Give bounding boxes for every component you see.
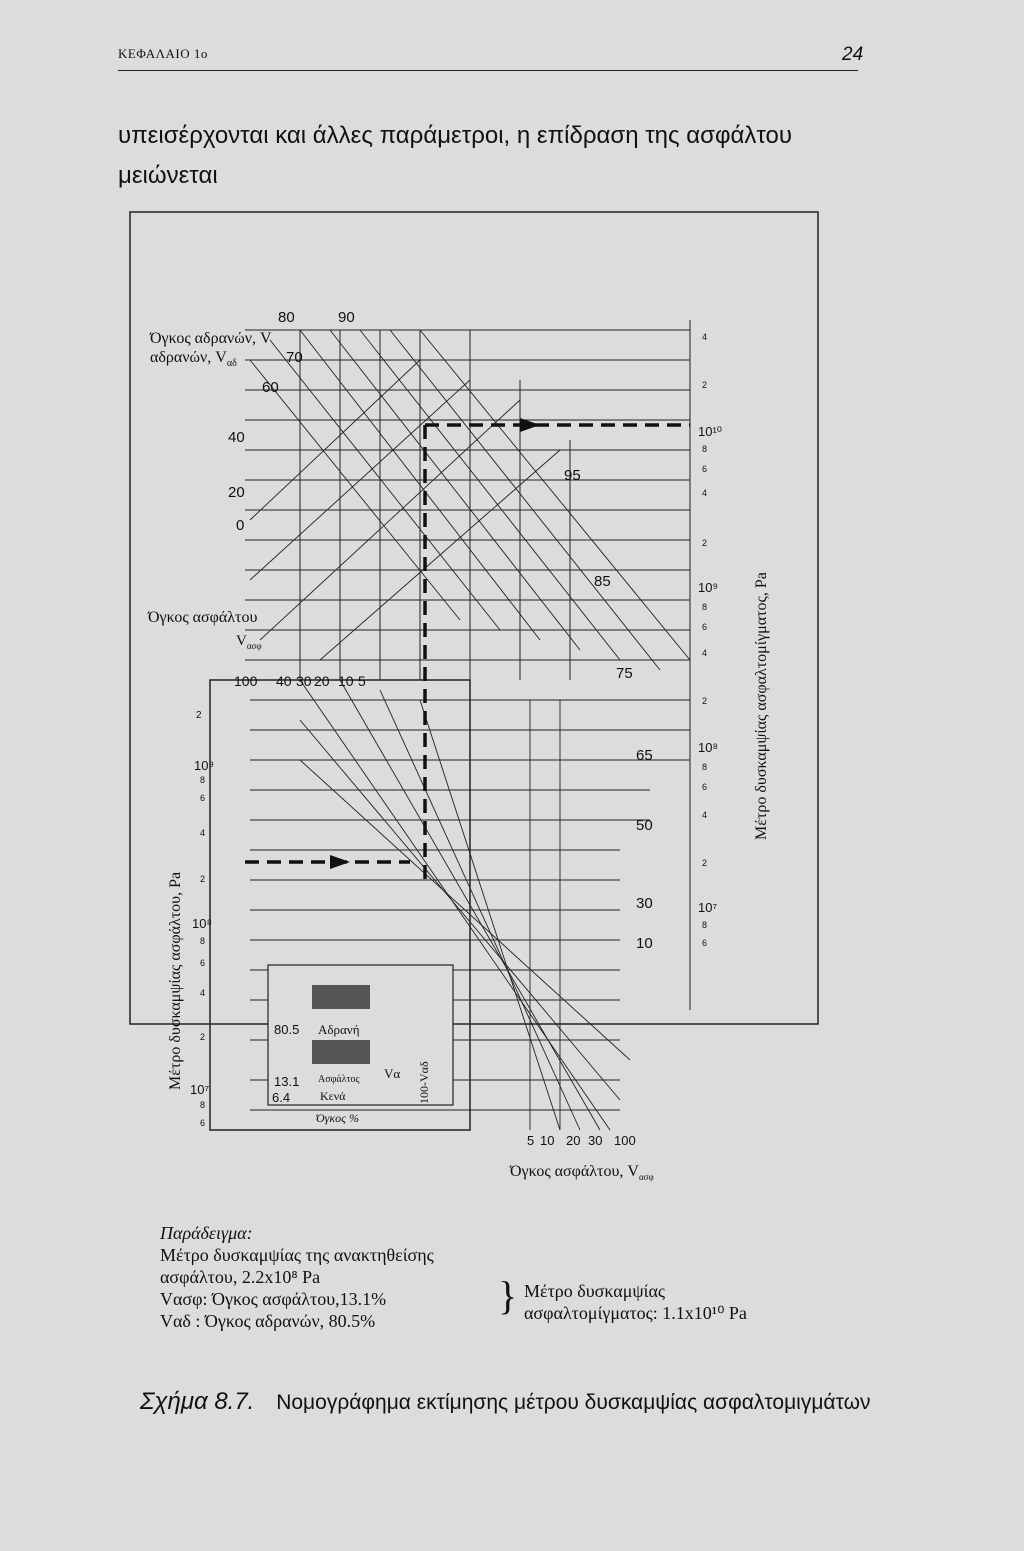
inset-label: Όγκος % (316, 1111, 360, 1125)
right-scale-tick: 8 (702, 920, 708, 930)
right-scale-tick: 6 (702, 464, 708, 474)
inset-value: 13.1 (274, 1074, 300, 1089)
left-scale-tick: 4 (200, 988, 206, 998)
inset-label: Αδρανή (318, 1022, 360, 1037)
inset-value: 6.4 (272, 1090, 291, 1105)
brace-icon: } (498, 1273, 518, 1318)
left-scale-tick: 8 (200, 775, 206, 785)
right-scale-tick: 10⁷ (698, 900, 718, 915)
example-line: ασφάλτου, 2.2x10⁸ Pa (160, 1267, 321, 1287)
left-scale-tick: 2 (200, 874, 206, 884)
void-tick: 60 (262, 379, 279, 396)
asphalt-tick: 5 (358, 673, 366, 689)
inset-label: 100-Vαδ (417, 1061, 431, 1104)
result-line: ασφαλτομίγματος: 1.1x10¹⁰ Pa (524, 1303, 747, 1323)
bottom-tick: 10 (540, 1133, 555, 1148)
left-scale-tick: 8 (200, 1100, 206, 1110)
example-path (245, 425, 690, 880)
asphalt-tick: 10 (338, 673, 354, 689)
inset-label: Vα (384, 1066, 401, 1081)
right-scale-tick: 10¹⁰ (698, 424, 723, 439)
right-scale-tick: 6 (702, 938, 708, 948)
figure-caption (140, 1388, 870, 1416)
bottom-tick: 5 (527, 1133, 535, 1148)
right-scale-tick: 4 (702, 488, 708, 498)
arrow-right-icon (330, 855, 350, 869)
aggregate-band (312, 985, 370, 1009)
right-scale-tick: 2 (702, 538, 708, 548)
figure-number: Σχήμα 8.7. (140, 1388, 255, 1415)
intro-paragraph: υπεισέρχονται και άλλες παράμετροι, η επίδραση της ασφάλτου μειώνεται (118, 122, 793, 189)
bottom-tick: 20 (566, 1133, 581, 1148)
curve-label: 10 (636, 935, 653, 952)
bottom-axis-label: Όγκος ασφάλτου, $V_{\alpha\sigma\varphi}$ (510, 1163, 654, 1182)
figure-title: Νομογράφημα εκτίμησης μέτρου δυσκαμψίας ασφαλτομιγμάτων (276, 1391, 871, 1414)
example-line: Vαδ : Όγκος αδρανών, 80.5% (160, 1311, 376, 1331)
right-scale-tick: 2 (702, 696, 708, 706)
example-line: Vασφ: Όγκος ασφάλτου,13.1% (160, 1289, 387, 1309)
asphalt-tick: 40 (276, 673, 292, 689)
right-axis-label: Μέτρο δυσκαμψίας ασφαλτομίγματος, Pa (753, 572, 770, 840)
curve-label: 50 (636, 817, 653, 834)
example-title: Παράδειγμα: (160, 1223, 253, 1243)
left-scale-tick: 10⁷ (190, 1082, 210, 1097)
void-tick: 70 (286, 349, 303, 366)
void-tick: 90 (338, 309, 355, 326)
void-tick: 40 (228, 429, 245, 446)
asphalt-band (312, 1040, 370, 1064)
right-scale-tick: 4 (702, 648, 708, 658)
chapter-header: ΚΕΦΑΛΑΙΟ 1ο (118, 46, 208, 61)
page-number: 24 (842, 44, 864, 65)
curve-label: 95 (564, 467, 581, 484)
right-scale-tick: 8 (702, 762, 708, 772)
example-block (160, 1222, 434, 1332)
example-line: Μέτρο δυσκαμψίας της ανακτηθείσης (160, 1245, 434, 1265)
left-scale-tick: 10⁹ (194, 758, 215, 773)
right-scale-tick: 4 (702, 810, 708, 820)
result-line: Μέτρο δυσκαμψίας (524, 1281, 666, 1301)
right-scale-tick: 8 (702, 602, 708, 612)
void-tick: 0 (236, 517, 245, 534)
left-scale-tick: 10⁸ (192, 916, 212, 931)
curve-label: 75 (616, 665, 633, 682)
right-scale-tick: 10⁹ (698, 580, 719, 595)
right-scale-tick: 2 (702, 858, 708, 868)
right-scale-tick: 2 (702, 380, 708, 390)
asphalt-tick: 100 (234, 673, 258, 689)
curve-label: 65 (636, 747, 653, 764)
right-scale-tick: 10⁸ (698, 740, 718, 755)
asphalt-volume-v: $V_{\alpha\sigma\varphi}$ (236, 633, 262, 651)
void-tick: 80 (278, 309, 295, 326)
left-scale-tick: 8 (200, 936, 206, 946)
right-scale-tick: 8 (702, 444, 708, 454)
right-scale-tick: 6 (702, 782, 708, 792)
inset-value: 80.5 (274, 1022, 300, 1037)
left-scale-tick: 6 (200, 1118, 206, 1128)
inset-label: Ασφάλτος (318, 1074, 360, 1085)
left-scale-tick: 4 (200, 828, 206, 838)
asphalt-tick: 20 (314, 673, 330, 689)
bottom-tick: 100 (614, 1133, 636, 1148)
void-tick: 20 (228, 484, 245, 501)
curve-label: 85 (594, 573, 611, 590)
asphalt-tick: 30 (296, 673, 312, 689)
curve-label: 30 (636, 895, 653, 912)
inset-label: Κενά (320, 1089, 346, 1103)
left-scale-tick: 2 (196, 710, 202, 721)
void-volume-label-2: αδρανών, $V_{\alpha\delta}$ (150, 349, 237, 369)
right-scale-tick: 4 (702, 332, 708, 342)
example-result (524, 1280, 747, 1324)
left-scale-tick: 6 (200, 793, 206, 803)
void-volume-label: Όγκος αδρανών, V (150, 330, 272, 347)
asphalt-volume-label: Όγκος ασφάλτου (148, 609, 258, 626)
left-scale-tick: 2 (200, 1032, 206, 1042)
left-axis-label: Μέτρο δυσκαμψίας ασφάλτου, Pa (167, 871, 184, 1090)
bottom-tick: 30 (588, 1133, 603, 1148)
right-scale-tick: 6 (702, 622, 708, 632)
left-scale-tick: 6 (200, 958, 206, 968)
